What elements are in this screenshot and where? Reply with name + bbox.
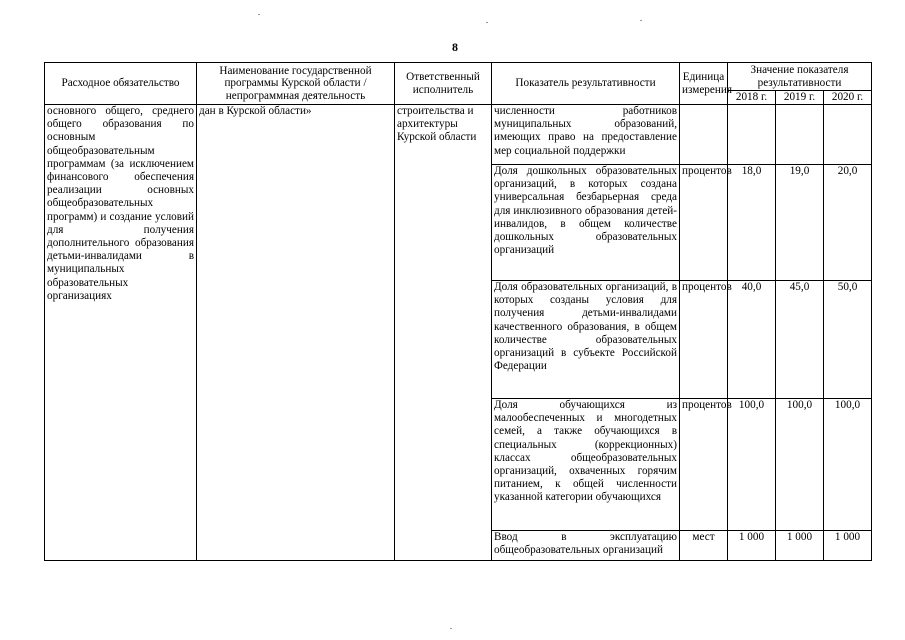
unit-cell [680,105,728,165]
value-2018-cell: 100,0 [728,399,776,531]
header-executor: Ответственный исполнитель [395,63,492,105]
value-2020-cell [824,105,872,165]
value-2020-cell: 20,0 [824,165,872,281]
scan-speck [640,20,642,21]
value-2020-cell: 50,0 [824,281,872,399]
value-2019-cell: 19,0 [776,165,824,281]
program-cell: дан в Курской области» [197,105,395,561]
executor-cell: строительства и архитектуры Курской области [395,105,492,561]
obligation-cell: основного общего, среднего общего образования по основным общеобразовательным программам (за исключением финансового обеспечения реализации основных общеобразовательных программ) и создание условий для получения дополнительного образования детьми-инвалидами в муниципальных образовательных организациях [45,105,197,561]
value-2019-cell: 100,0 [776,399,824,531]
header-values: Значение показателя результативности [728,63,872,91]
indicator-cell: Доля дошкольных образовательных организаций, в которых создана универсальная безбарьерная среда для инклюзивного образования детей-инвалидов, в общем количестве дошкольных образовательных организаций [492,165,680,281]
header-indicator: Показатель результативности [492,63,680,105]
value-2020-cell: 100,0 [824,399,872,531]
indicator-cell: численности работников муниципальных образований, имеющих право на предоставление мер социальной поддержки [492,105,680,165]
unit-cell: процентов [680,281,728,399]
header-program: Наименование государственной программы Курской области / непрограммная деятельность [197,63,395,105]
header-year-2018: 2018 г. [728,91,776,105]
header-unit: Единица измерения [680,63,728,105]
page-number: 8 [452,40,458,54]
unit-cell: процентов [680,165,728,281]
header-obligation: Расходное обязательство [45,63,197,105]
header-year-2020: 2020 г. [824,91,872,105]
value-2020-cell: 1 000 [824,531,872,561]
unit-cell: процентов [680,399,728,531]
value-2018-cell: 40,0 [728,281,776,399]
scan-speck [450,628,452,629]
value-2018-cell: 1 000 [728,531,776,561]
table-row [45,105,872,165]
value-2019-cell: 1 000 [776,531,824,561]
scan-speck [486,22,488,23]
value-2018-cell [728,105,776,165]
unit-cell: мест [680,531,728,561]
indicator-cell: Доля образовательных организаций, в которых созданы условия для получения детьми-инвалидами качественного образования, в общем количестве образовательных организаций в субъекте Российской Федерации [492,281,680,399]
header-year-2019: 2019 г. [776,91,824,105]
value-2019-cell: 45,0 [776,281,824,399]
indicator-cell: Доля обучающихся из малообеспеченных и многодетных семей, а также обучающихся в специальных (коррекционных) классах общеобразовательных организаций, охваченных горячим питанием, к общей численности указанной категории обучающихся [492,399,680,531]
value-2018-cell: 18,0 [728,165,776,281]
scan-speck [258,14,260,15]
value-2019-cell [776,105,824,165]
indicator-cell: Ввод в эксплуатацию общеобразовательных организаций [492,531,680,561]
indicators-table [44,62,872,561]
